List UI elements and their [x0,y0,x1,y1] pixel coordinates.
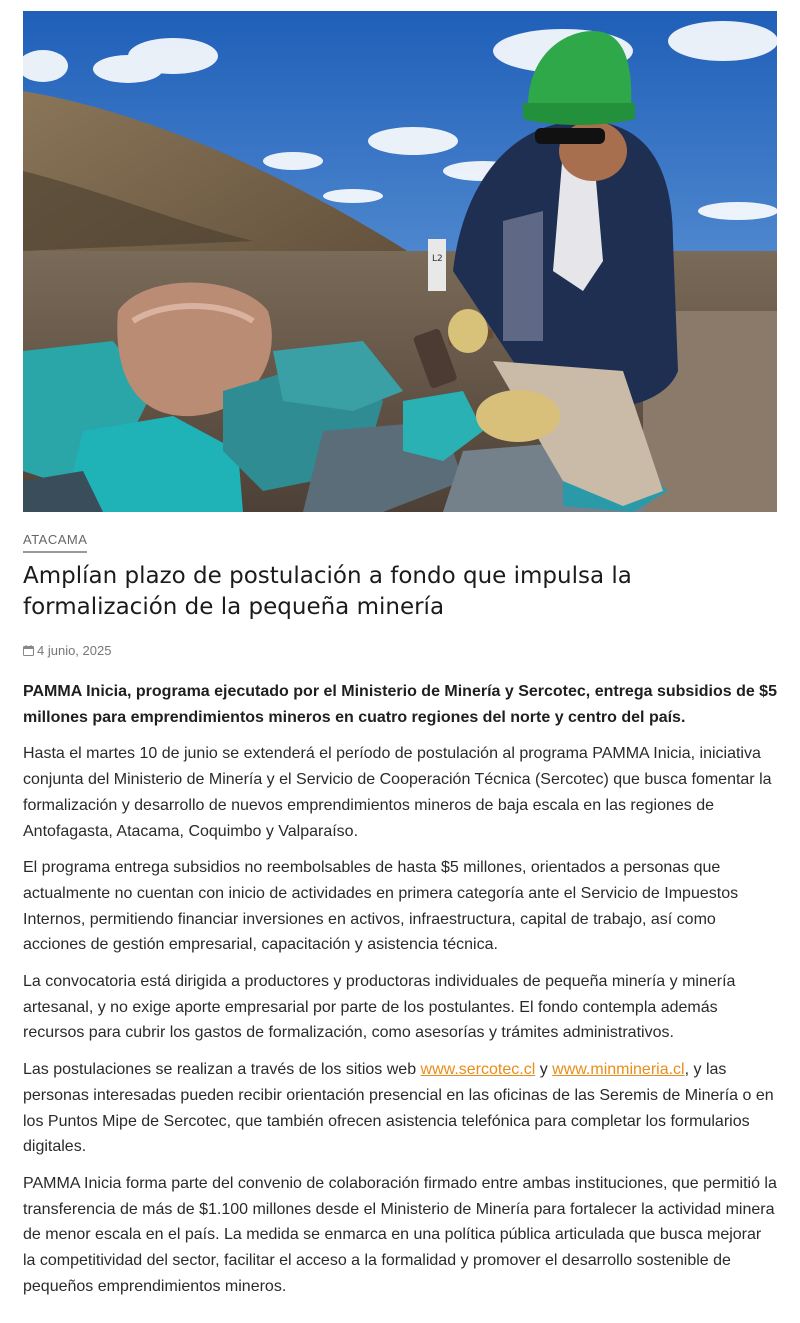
article-body [23,679,778,1310]
paragraph-1: Hasta el martes 10 de junio se extenderá el período de postulación al programa PAMMA Inicia, iniciativa conjunta del Ministerio de Minería y el Servicio de Cooperación Técnica (Sercotec) que busca fomentar la formalización y desarrollo de nuevos emprendimientos mineros de baja escala en las regiones de Antofagasta, Atacama, Coquimbo y Valparaíso. [23,745,772,840]
hero-image [23,11,777,512]
post-marker-text: L2 [432,254,443,264]
paragraph-2: El programa entrega subsidios no reembolsables de hasta $5 millones, orientados a personas que actualmente no cuentan con inicio de actividades en primera categoría ante el Servicio de Impuestos Internos, permitiendo financiar inversiones en activos, infraestructura, capital de trabajo, así como acciones de gestión empresarial, capacitación y asistencia técnica. [23,859,739,954]
paragraph-4 [23,1057,778,1160]
article-lead: PAMMA Inicia, programa ejecutado por el Ministerio de Minería y Sercotec, entrega subsidios de $5 millones para emprendimientos mineros en cuatro regiones del norte y centro del país. [23,683,777,726]
paragraph-3: La convocatoria está dirigida a productores y productoras individuales de pequeña minería y minería artesanal, y no exige aporte empresarial por parte de los postulantes. El fondo contempla además recursos para cubrir los gastos de formalización, como asesorías y trámites administrativos. [23,973,736,1042]
hero-photo-illustration [23,11,777,512]
paragraph-4-end: , y las personas interesadas pueden recibir orientación presencial en las oficinas de las Seremis de Minería o en los Puntos Mipe de Sercotec, que también ofrecen asistencia telefónica para completar los formularios digitales. [23,1061,774,1156]
paragraph-4-start: Las postulaciones se realizan a través de los sitios web [23,1061,421,1079]
article-title: Amplían plazo de postulación a fondo que impulsa la formalización de la pequeña minería [23,563,632,620]
category-tag[interactable]: ATACAMA [23,532,87,553]
publish-date [23,643,111,658]
publish-date-text: 4 junio, 2025 [37,643,112,658]
paragraph-5: PAMMA Inicia forma parte del convenio de colaboración firmado entre ambas instituciones, que permitió la transferencia de más de $1.100 millones desde el Ministerio de Minería para fortalecer la actividad minera de menor escala en el país. La medida se enmarca en una política pública articulada que busca mejorar la competitividad del sector, facilitar el acceso a la formalidad y promover el desarrollo sostenible de pequeños emprendimientos mineros. [23,1174,777,1295]
calendar-icon [23,645,34,656]
minmineria-link[interactable]: www.minmineria.cl [552,1061,685,1079]
paragraph-4-connector: y [535,1061,553,1079]
sercotec-link[interactable]: www.sercotec.cl [420,1061,536,1079]
